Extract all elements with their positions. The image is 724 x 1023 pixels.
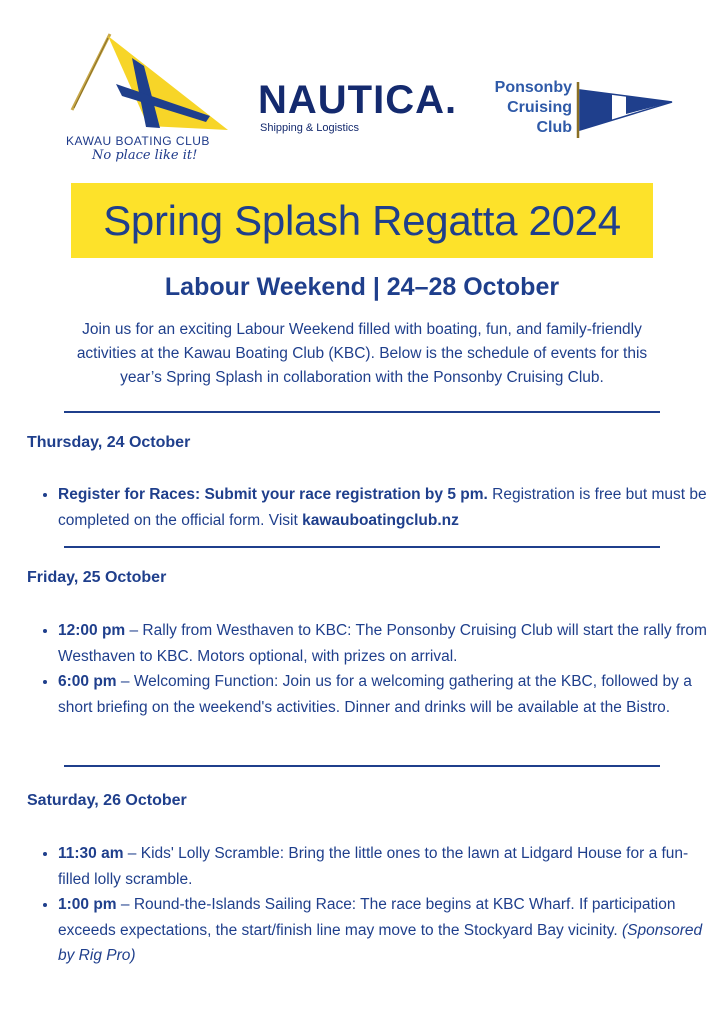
day-heading-thursday: Thursday, 24 October bbox=[27, 434, 191, 451]
list-item bbox=[58, 482, 718, 533]
list-item bbox=[58, 618, 718, 669]
title-banner bbox=[71, 183, 653, 258]
divider bbox=[64, 765, 660, 767]
event-text: – Rally from Westhaven to KBC: The Ponsonby Cruising Club will start the rally from Westhaven to KBC. Motors optional, with prizes on arrival. bbox=[58, 622, 707, 665]
divider bbox=[64, 546, 660, 548]
pcc-logo-line2: Cruising bbox=[507, 99, 572, 116]
event-text: Registration is free but must be completed on the official form. Visit bbox=[58, 486, 707, 529]
day-heading-friday: Friday, 25 October bbox=[27, 569, 167, 586]
event-text: – Kids' Lolly Scramble: Bring the little ones to the lawn at Lidgard House for a fun-filled lolly scramble. bbox=[58, 845, 689, 888]
nautica-logo-sub: Shipping & Logistics bbox=[260, 122, 360, 134]
sponsor-note: (Sponsored by Rig Pro) bbox=[58, 921, 703, 964]
divider bbox=[64, 411, 660, 413]
page-title: Spring Splash Regatta 2024 bbox=[103, 196, 621, 244]
event-text: – Welcoming Function: Join us for a welcoming gathering at the KBC, followed by a short briefing on the weekend's activities. Dinner and drinks will be available at the Bistro. bbox=[58, 673, 692, 716]
pcc-flag-icon bbox=[572, 80, 682, 140]
event-time: 11:30 am bbox=[58, 845, 124, 862]
kbc-website-link[interactable]: kawauboatingclub.nz bbox=[302, 511, 459, 529]
pcc-logo-line3: Club bbox=[536, 119, 572, 136]
event-time: 1:00 pm bbox=[58, 896, 117, 913]
nautica-logo-name: NAUTICA. bbox=[258, 78, 458, 122]
day-heading-saturday: Saturday, 26 October bbox=[27, 792, 187, 809]
list-item bbox=[58, 669, 718, 720]
event-strong: Register for Races: Submit your race registration by 5 pm. bbox=[58, 486, 488, 503]
event-time: 6:00 pm bbox=[58, 673, 117, 690]
pcc-logo-text bbox=[476, 78, 572, 138]
pcc-logo-line1: Ponsonby bbox=[494, 79, 572, 96]
event-list-friday bbox=[36, 618, 718, 720]
event-list-thursday bbox=[36, 482, 718, 533]
header-logos bbox=[0, 0, 724, 175]
kbc-logo-tagline: No place like it! bbox=[92, 148, 198, 163]
event-time: 12:00 pm bbox=[58, 622, 126, 639]
kbc-logo-name: KAWAU BOATING CLUB bbox=[66, 134, 210, 148]
event-text: – Round-the-Islands Sailing Race: The race begins at KBC Wharf. If participation exceeds expectations, the start/finish line may move to the Stockyard Bay vicinity. bbox=[58, 896, 676, 939]
list-item bbox=[58, 892, 718, 969]
event-list-saturday bbox=[36, 841, 718, 969]
intro-paragraph: Join us for an exciting Labour Weekend filled with boating, fun, and family-friendly activities at the Kawau Boating Club (KBC). Below is the schedule of events for this year’s Spring Splash in collaboration with the Ponsonby Cruising Club. bbox=[76, 321, 648, 386]
list-item bbox=[58, 841, 718, 892]
page-subtitle: Labour Weekend | 24–28 October bbox=[164, 273, 560, 301]
